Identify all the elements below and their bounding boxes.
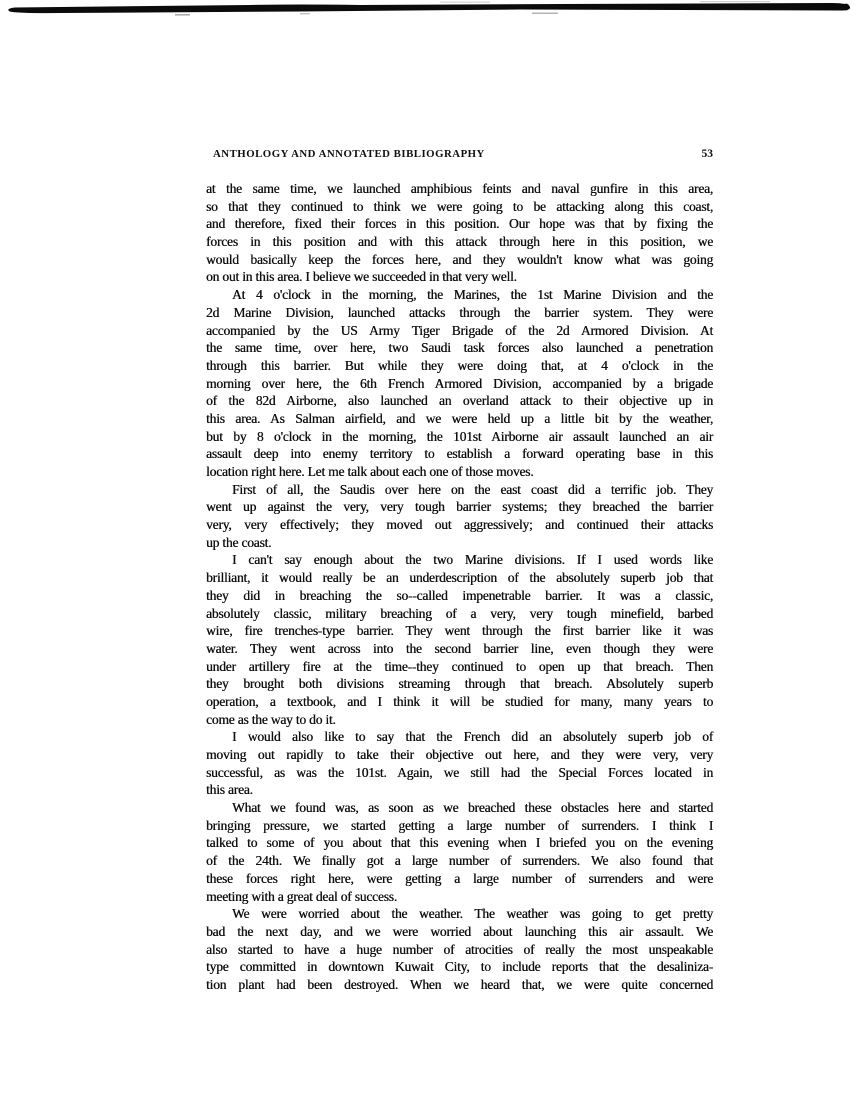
text-line: wire, fire trenches-type barrier. They went through the first barrier like it was (206, 623, 713, 639)
text-line: very, very effectively; they moved out aggressively; and continued their attacks (206, 517, 713, 533)
paragraph (206, 286, 713, 481)
text-line: but by 8 o'clock in the morning, the 101st Airborne air assault launched an air (206, 428, 713, 444)
text-line: went up against the very, very tough barrier systems; they breached the barrier (206, 499, 713, 515)
page-number: 53 (701, 148, 713, 160)
page-header (213, 148, 713, 160)
text-line: First of all, the Saudis over here on the east coast did a terrific job. They (232, 481, 713, 497)
text-line: type committed in downtown Kuwait City, to include reports that the desaliniza- (206, 959, 713, 975)
text-line: operation, a textbook, and I think it will be studied for many, many years to (206, 693, 713, 709)
text-line: location right here. Let me talk about each one of those moves. (206, 464, 534, 479)
text-line: of the 24th. We finally got a large number of surrenders. We also found that (206, 853, 713, 869)
text-line: talked to some of you about that this evening when I briefed you on the evening (206, 835, 713, 851)
text-line: so that they continued to think we were going to be attacking along this coast, (206, 198, 713, 214)
text-line: this area. (206, 782, 253, 798)
text-line: this area. As Salman airfield, and we were held up a little bit by the weather, (206, 410, 713, 426)
paragraph (206, 481, 713, 552)
text-line: forces in this position and with this attack through here in this position, we (206, 234, 713, 250)
text-line: on out in this area. I believe we succeeded in that very well. (206, 269, 517, 285)
text-line: of the 82d Airborne, also launched an overland attack to their objective up in (206, 393, 713, 409)
running-header-title: ANTHOLOGY AND ANNOTATED BIBLIOGRAPHY (213, 148, 485, 160)
text-line: At 4 o'clock in the morning, the Marines, the 1st Marine Division and the (232, 287, 713, 303)
text-line: We were worried about the weather. The weather was going to get pretty (232, 906, 713, 922)
text-line: What we found was, as soon as we breached these obstacles here and started (232, 800, 713, 816)
text-line: bad the next day, and we were worried about launching this air assault. We (206, 923, 713, 939)
text-line: I would also like to say that the French did an absolutely superb job of (232, 729, 713, 745)
text-line: accompanied by the US Army Tiger Brigade of the 2d Armored Division. At (206, 322, 713, 338)
text-line: these forces right here, were getting a large number of surrenders and were (206, 870, 713, 886)
text-line: under artillery fire at the time--they continued to open up that breach. Then (206, 658, 713, 674)
paragraph (206, 551, 713, 728)
text-line: at the same time, we launched amphibious feints and naval gunfire in this area, (206, 181, 713, 196)
paragraph (206, 905, 713, 993)
text-line: morning over here, the 6th French Armored Division, accompanied by a brigade (206, 375, 713, 391)
text-line: brilliant, it would really be an underdescription of the absolutely superb job that (206, 570, 713, 586)
text-line: absolutely classic, military breaching of a very, very tough minefield, barbed (206, 605, 713, 621)
text-line: they brought both divisions streaming through that breach. Absolutely superb (206, 676, 713, 692)
text-line: also started to have a huge number of atrocities of really the most unspeakable (206, 941, 713, 957)
text-line: water. They went across into the second barrier line, even though they were (206, 640, 713, 656)
text-line: I can't say enough about the two Marine divisions. If I used words like (232, 552, 713, 568)
text-line: meeting with a great deal of success. (206, 888, 397, 904)
paragraph (206, 799, 713, 905)
text-line: 2d Marine Division, launched attacks through the barrier system. They were (206, 304, 713, 320)
text-line: assault deep into enemy territory to establish a forward operating base in this (206, 446, 713, 462)
text-line: up the coast. (206, 534, 272, 550)
text-line: bringing pressure, we started getting a large number of surrenders. I think I (206, 817, 713, 833)
paragraph (206, 180, 713, 286)
body-text (206, 180, 713, 994)
text-line: would basically keep the forces here, and they wouldn't know what was going (206, 251, 713, 267)
text-line: and therefore, fixed their forces in this position. Our hope was that by fixing the (206, 216, 713, 232)
text-line: through this barrier. But while they were doing that, at 4 o'clock in the (206, 357, 713, 373)
paragraph (206, 728, 713, 799)
text-line: they did in breaching the so--called impenetrable barrier. It was a classic, (206, 587, 713, 603)
scan-artifact-line (0, 0, 856, 22)
text-line: the same time, over here, two Saudi task forces also launched a penetration (206, 340, 713, 356)
text-line: moving out rapidly to take their objective out here, and they were very, very (206, 747, 713, 762)
text-line: tion plant had been destroyed. When we heard that, we were quite concerned (206, 976, 713, 992)
text-line: come as the way to do it. (206, 711, 336, 727)
text-line: successful, as was the 101st. Again, we still had the Special Forces located in (206, 764, 713, 780)
